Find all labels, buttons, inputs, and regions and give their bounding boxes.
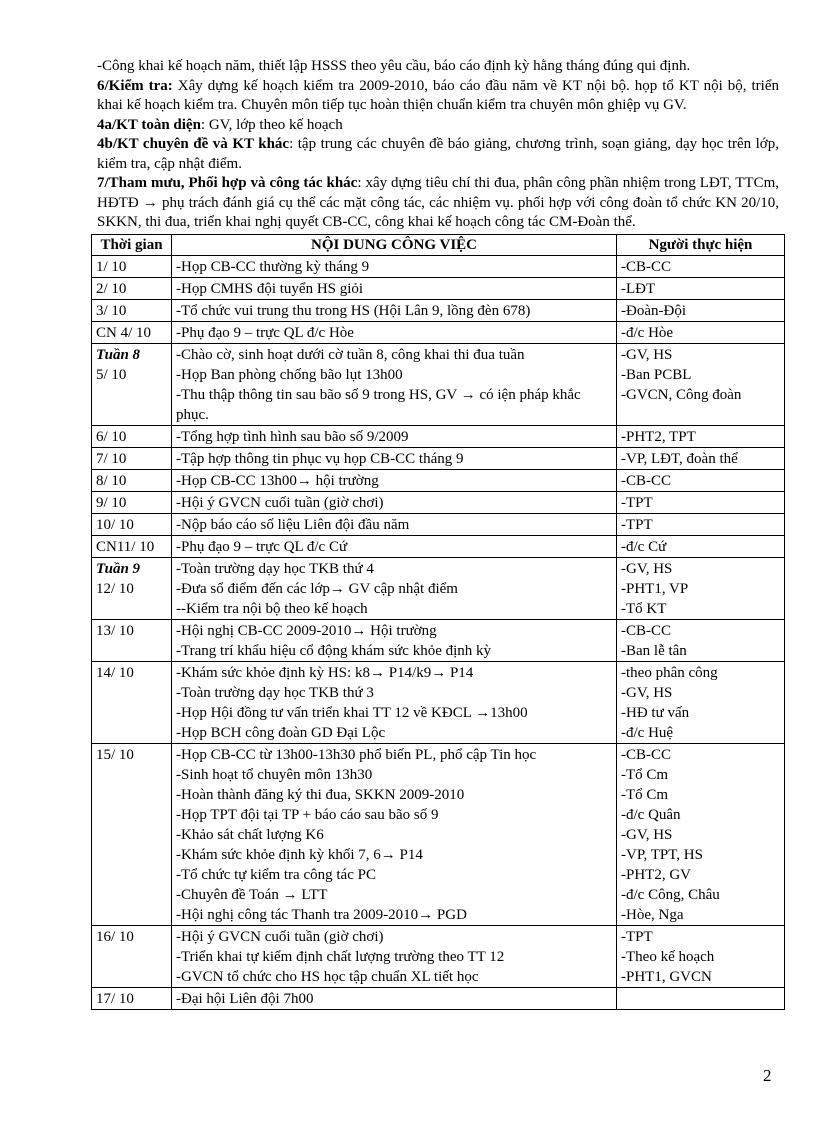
person-item: -VP, LĐT, đoàn thể [621, 450, 738, 467]
cell-tasks [172, 277, 617, 299]
person-item: -Đoàn-Đội [621, 302, 686, 319]
task-item: -Phụ đạo 9 – trực QL đ/c Hòe [176, 324, 354, 341]
task-item: -Khảo sát chất lượng K6 [176, 826, 324, 843]
date-label: 5/ 10 [96, 366, 127, 383]
cell-people [617, 469, 785, 491]
person-item: -đ/c Hòe [621, 324, 674, 341]
cell-time [92, 557, 172, 619]
table-row [92, 425, 785, 447]
cell-tasks [172, 513, 617, 535]
task-item: -Họp CB-CC thường kỳ tháng 9 [176, 258, 370, 275]
task-item: -Hội ý GVCN cuối tuần (giờ chơi) [176, 928, 384, 945]
cell-people [617, 987, 785, 1009]
text-topical-check: : tập trung các chuyên đề báo giảng, chương trình, soạn giảng, dạy học trên lớp, kiểm tra, cập nhật điểm. [97, 136, 779, 172]
person-item: -TPT [621, 928, 653, 945]
person-item: -Tổ Cm [621, 766, 669, 783]
cell-people [617, 925, 785, 987]
table-row [92, 447, 785, 469]
person-item: -đ/c Cứ [621, 538, 667, 555]
cell-tasks [172, 321, 617, 343]
date-label: 10/ 10 [96, 516, 134, 533]
task-item: -Tổ chức vui trung thu trong HS (Hội Lân 9, lồng đèn 678) [176, 302, 531, 319]
table-row [92, 469, 785, 491]
table-row [92, 299, 785, 321]
person-item: -Tổ KT [621, 600, 667, 617]
cell-time [92, 299, 172, 321]
person-item: -PHT1, GVCN [621, 968, 712, 985]
task-item: -Thu thập thông tin sau bão số 9 trong HS, GV → có iện pháp khắc phục. [176, 386, 581, 423]
table-row [92, 255, 785, 277]
cell-tasks [172, 619, 617, 661]
table-header-row [92, 234, 785, 255]
person-item: -GV, HS [621, 560, 673, 577]
table-body [92, 255, 785, 1009]
table-row [92, 321, 785, 343]
header-tasks: NỘI DUNG CÔNG VIỆC [172, 234, 617, 255]
cell-tasks [172, 447, 617, 469]
person-item: -HĐ tư vấn [621, 704, 690, 721]
task-item: -Chuyên đề Toán → LTT [176, 886, 328, 903]
cell-tasks [172, 535, 617, 557]
date-label: 6/ 10 [96, 428, 127, 445]
table-row [92, 277, 785, 299]
heading-coordination: 7/Tham mưu, Phối hợp và công tác khác [97, 175, 358, 191]
document-body [97, 57, 779, 1010]
task-item: -Trang trí khẩu hiệu cổ động khám sức khỏe định kỳ [176, 642, 492, 659]
date-label: 9/ 10 [96, 494, 127, 511]
text-coordination: : xây dựng tiêu chí thi đua, phân công phần nhiệm trong LĐT, TTCm, HĐTĐ → phụ trách đánh giá cụ thể các mặt công tác, các nhiệm vụ. phối hợp với công đoàn tổ chức KN 20/10, SKKN, thi đua, triển khai nghị quyết CB-CC, công khai kế hoạch công tác CM-Đoàn thể. [97, 175, 779, 230]
task-item: -Hoàn thành đăng ký thi đua, SKKN 2009-2010 [176, 786, 465, 803]
cell-tasks [172, 557, 617, 619]
table-row [92, 743, 785, 925]
cell-people [617, 343, 785, 425]
date-label: 8/ 10 [96, 472, 127, 489]
date-label: 2/ 10 [96, 280, 127, 297]
cell-people [617, 535, 785, 557]
cell-time [92, 535, 172, 557]
person-item: -Ban lễ tân [621, 642, 687, 659]
person-item: -Tổ Cm [621, 786, 669, 803]
paragraph-topical-check [97, 135, 779, 174]
table-row [92, 619, 785, 661]
task-item: -Họp BCH công đoàn GD Đại Lộc [176, 724, 386, 741]
heading-topical-check: 4b/KT chuyên đề và KT khác [97, 136, 290, 152]
heading-comprehensive-check: 4a/KT toàn diện [97, 116, 201, 133]
task-item: -Tổ chức tự kiểm tra công tác PC [176, 866, 376, 883]
schedule-table [91, 234, 785, 1010]
cell-people [617, 661, 785, 743]
cell-people [617, 425, 785, 447]
cell-tasks [172, 987, 617, 1009]
cell-tasks [172, 343, 617, 425]
person-item: -VP, TPT, HS [621, 846, 703, 863]
date-label: 1/ 10 [96, 258, 127, 275]
person-item: -GV, HS [621, 826, 673, 843]
person-item: -Theo kế hoạch [621, 948, 715, 965]
cell-people [617, 513, 785, 535]
cell-people [617, 255, 785, 277]
table-row [92, 557, 785, 619]
cell-time [92, 743, 172, 925]
person-item: -LĐT [621, 280, 656, 297]
task-item: -Khám sức khỏe định kỳ khối 7, 6→ P14 [176, 846, 423, 863]
task-item: -Hội ý GVCN cuối tuần (giờ chơi) [176, 494, 384, 511]
person-item: -TPT [621, 494, 653, 511]
cell-time [92, 447, 172, 469]
table-row [92, 535, 785, 557]
task-item: -Họp CB-CC từ 13h00-13h30 phổ biến PL, phổ cập Tin học [176, 746, 537, 763]
table-row [92, 925, 785, 987]
task-item: -Sinh hoạt tổ chuyên môn 13h30 [176, 766, 373, 783]
task-item: -Triển khai tự kiểm định chất lượng trường theo TT 12 [176, 948, 505, 965]
person-item: -CB-CC [621, 746, 672, 763]
table-row [92, 661, 785, 743]
cell-time [92, 925, 172, 987]
person-item: -Ban PCBL [621, 366, 692, 383]
header-time: Thời gian [92, 234, 172, 255]
cell-people [617, 447, 785, 469]
task-item: -Nộp báo cáo số liệu Liên đội đầu năm [176, 516, 410, 533]
week-label: Tuần 9 [96, 560, 141, 577]
cell-time [92, 277, 172, 299]
task-item: -Hội nghị CB-CC 2009-2010→ Hội trường [176, 622, 437, 639]
heading-inspection: 6/Kiểm tra: [97, 77, 173, 94]
cell-people [617, 557, 785, 619]
cell-time [92, 513, 172, 535]
task-item: --Kiểm tra nội bộ theo kế hoạch [176, 600, 368, 617]
person-item: -GV, HS [621, 684, 673, 701]
cell-time [92, 987, 172, 1009]
person-item: -GVCN, Công đoàn [621, 386, 742, 403]
cell-people [617, 619, 785, 661]
cell-time [92, 343, 172, 425]
date-label: 15/ 10 [96, 746, 134, 763]
text-inspection: Xây dựng kế hoạch kiểm tra 2009-2010, báo cáo đầu năm về KT nội bộ. họp tổ KT nội bộ, triển khai kế hoạch kiểm tra. Chuyên môn tiếp tục hoàn thiện chuẩn kiểm tra chuyên môn ghiệp vụ GV. [97, 77, 779, 113]
table-row [92, 343, 785, 425]
person-item: -TPT [621, 516, 653, 533]
paragraph-inspection [97, 77, 779, 116]
cell-time [92, 255, 172, 277]
person-item: -Hòe, Nga [621, 906, 684, 923]
paragraph-plan-publicity: -Công khai kế hoạch năm, thiết lập HSSS theo yêu cầu, báo cáo định kỳ hằng tháng đúng qui định. [97, 58, 691, 74]
paragraph-comprehensive-check [97, 116, 779, 136]
cell-time [92, 469, 172, 491]
cell-tasks [172, 255, 617, 277]
paragraph-coordination [97, 174, 779, 233]
task-item: -Chào cờ, sinh hoạt dưới cờ tuần 8, công khai thi đua tuần [176, 346, 525, 363]
cell-people [617, 321, 785, 343]
table-row [92, 513, 785, 535]
task-item: -Đại hội Liên đội 7h00 [176, 990, 314, 1007]
person-item: -theo phân công [621, 664, 718, 681]
text-comprehensive-check: : GV, lớp theo kế hoạch [200, 116, 343, 133]
cell-people [617, 277, 785, 299]
person-item: -CB-CC [621, 622, 672, 639]
task-item: -Họp TPT đội tại TP + báo cáo sau bão số 9 [176, 806, 439, 823]
person-item: -PHT1, VP [621, 580, 689, 597]
task-item: -Toàn trường dạy học TKB thứ 4 [176, 560, 374, 577]
cell-people [617, 491, 785, 513]
person-item: -PHT2, TPT [621, 428, 696, 445]
date-label: 13/ 10 [96, 622, 134, 639]
person-item [621, 989, 780, 1009]
cell-tasks [172, 925, 617, 987]
date-label: 16/ 10 [96, 928, 134, 945]
task-item: -Họp CMHS đội tuyển HS giỏi [176, 280, 364, 297]
cell-time [92, 619, 172, 661]
cell-tasks [172, 661, 617, 743]
cell-tasks [172, 743, 617, 925]
cell-tasks [172, 299, 617, 321]
header-people: Người thực hiện [617, 234, 785, 255]
cell-people [617, 743, 785, 925]
table-row [92, 987, 785, 1009]
date-label: CN11/ 10 [96, 538, 155, 555]
person-item: -đ/c Quân [621, 806, 681, 823]
task-item: -Họp Hội đồng tư vấn triển khai TT 12 về KĐCL →13h00 [176, 704, 528, 721]
cell-time [92, 425, 172, 447]
page-number: 2 [763, 1066, 772, 1085]
date-label: 7/ 10 [96, 450, 127, 467]
cell-tasks [172, 469, 617, 491]
person-item: -PHT2, GV [621, 866, 691, 883]
task-item: -Toàn trường dạy học TKB thứ 3 [176, 684, 374, 701]
cell-people [617, 299, 785, 321]
task-item: -Phụ đạo 9 – trực QL đ/c Cứ [176, 538, 348, 555]
task-item: -Tập hợp thông tin phục vụ họp CB-CC tháng 9 [176, 450, 464, 467]
task-item: -Tổng hợp tình hình sau bão số 9/2009 [176, 428, 409, 445]
person-item: -đ/c Công, Châu [621, 886, 720, 903]
date-label: 14/ 10 [96, 664, 134, 681]
date-label: 17/ 10 [96, 990, 134, 1007]
date-label: CN 4/ 10 [96, 324, 152, 341]
cell-time [92, 491, 172, 513]
date-label: 3/ 10 [96, 302, 127, 319]
task-item: -Khám sức khỏe định kỳ HS: k8→ P14/k9→ P14 [176, 664, 474, 681]
date-label: 12/ 10 [96, 580, 134, 597]
cell-time [92, 321, 172, 343]
person-item: -CB-CC [621, 472, 672, 489]
table-row [92, 491, 785, 513]
task-item: -Đưa sổ điểm đến các lớp→ GV cập nhật điểm [176, 580, 458, 597]
task-item: -Họp CB-CC 13h00→ hội trường [176, 472, 379, 489]
person-item: -GV, HS [621, 346, 673, 363]
task-item: -Họp Ban phòng chống bão lụt 13h00 [176, 366, 403, 383]
cell-tasks [172, 491, 617, 513]
cell-time [92, 661, 172, 743]
person-item: -đ/c Huệ [621, 724, 674, 741]
task-item: -Hội nghị công tác Thanh tra 2009-2010→ PGD [176, 906, 467, 923]
person-item: -CB-CC [621, 258, 672, 275]
cell-tasks [172, 425, 617, 447]
task-item: -GVCN tổ chức cho HS học tập chuẩn XL tiết học [176, 968, 479, 985]
week-label: Tuần 8 [96, 346, 141, 363]
